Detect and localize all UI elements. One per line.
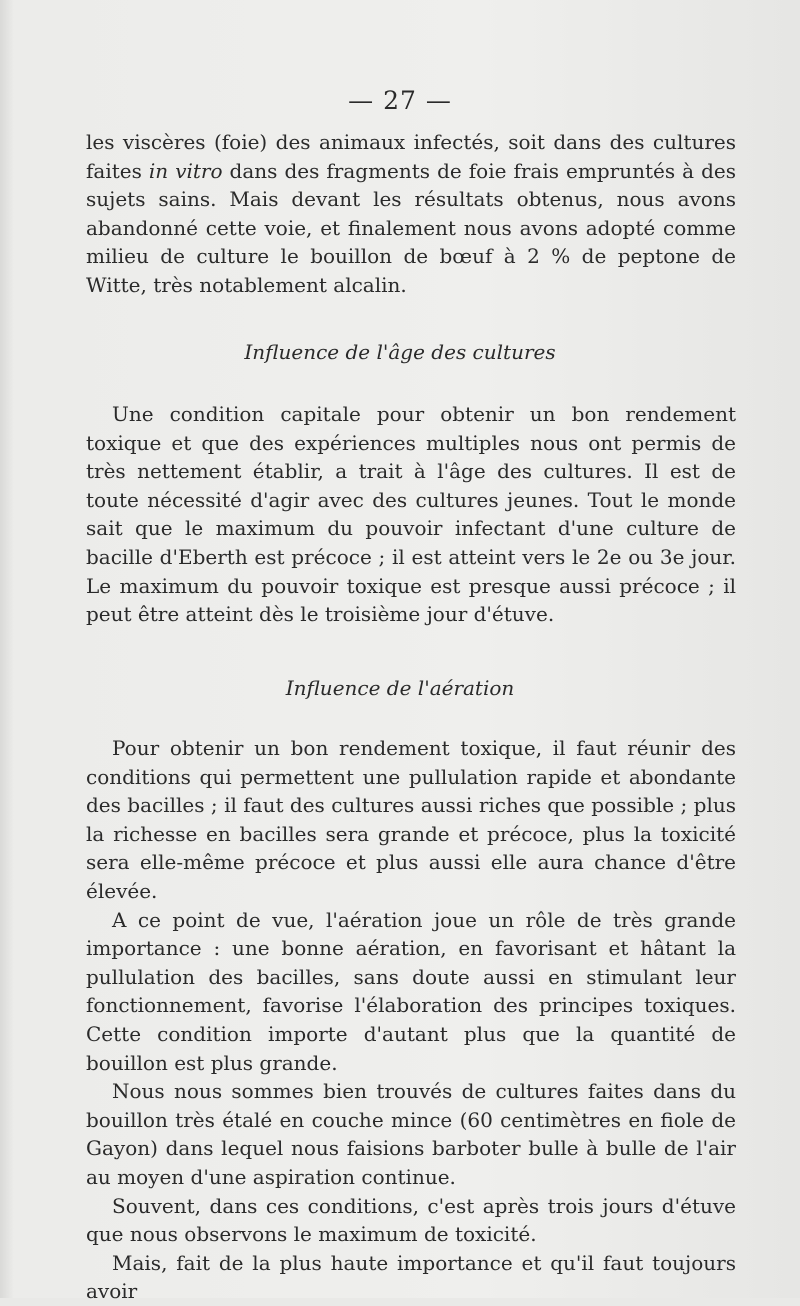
section-heading-age: Influence de l'âge des cultures — [244, 340, 556, 364]
paragraph-2: Une condition capitale pour obtenir un bon rendement toxique et que des expériences multiples nous ont permis de très nettement établir, a trait à l'âge des cultures. Il est de toute nécessité d'agir avec des cultures jeunes. Tout le monde sait que le maximum du pouvoir infectant d'une culture de bacille d'Eberth est précoce ; il est atteint vers le 2e ou 3e jour. Le maximum du pouvoir toxique est presque aussi précoce ; il peut être atteint dès le troisième jour d'étuve. — [86, 402, 736, 627]
paragraph-4: A ce point de vue, l'aération joue un rôle de très grande importance : une bonne aération, en favorisant et hâtant la pullulation des bacilles, sans doute aussi en stimulant leur fonctionnement, favorise l'élaboration des principes toxiques. Cette condition importe d'autant plus que la quantité de bouillon est plus grande. — [86, 907, 736, 1075]
paragraph-age-of-cultures — [86, 400, 736, 629]
paragraph-7: Mais, fait de la plus haute importance et qu'il faut toujours avoir — [86, 1250, 736, 1304]
paragraph-1-text-a: les viscères (foie) des animaux infectés, soit dans des cultures faites — [86, 130, 736, 183]
aeration-section-body — [86, 734, 736, 1306]
paragraph-5: Nous nous sommes bien trouvés de cultures faites dans du bouillon très étalé en couche mince (60 centimètres en fiole de Gayon) dans lequel nous faisions barboter bulle à bulle de l'air au moyen d'une aspiration continue. — [86, 1079, 736, 1189]
paragraph-1-text-b: dans des fragments de foie frais empruntés à des sujets sains. Mais devant les résultats obtenus, nous avons abandonné cette voie, et finalement nous avons adopté comme milieu de culture le bouillon de bœuf à 2 % de peptone de Witte, très notablement alcalin. — [86, 158, 736, 297]
paragraph-culture-medium — [86, 128, 736, 300]
paragraph-3: Pour obtenir un bon rendement toxique, il faut réunir des conditions qui permettent une pullulation rapide et abondante des bacilles ; il faut des cultures aussi riches que possible ; plus la richesse en bacilles sera grande et précoce, plus la toxicité sera elle-même précoce et plus aussi elle aura chance d'être élevée. — [86, 736, 736, 903]
paragraph-6: Souvent, dans ces conditions, c'est après trois jours d'étuve que nous observons le maximum de toxicité. — [86, 1193, 736, 1247]
page-number: — 27 — — [348, 86, 452, 115]
paragraph-1-italic: in vitro — [148, 158, 223, 183]
section-heading-aeration: Influence de l'aération — [285, 676, 515, 700]
